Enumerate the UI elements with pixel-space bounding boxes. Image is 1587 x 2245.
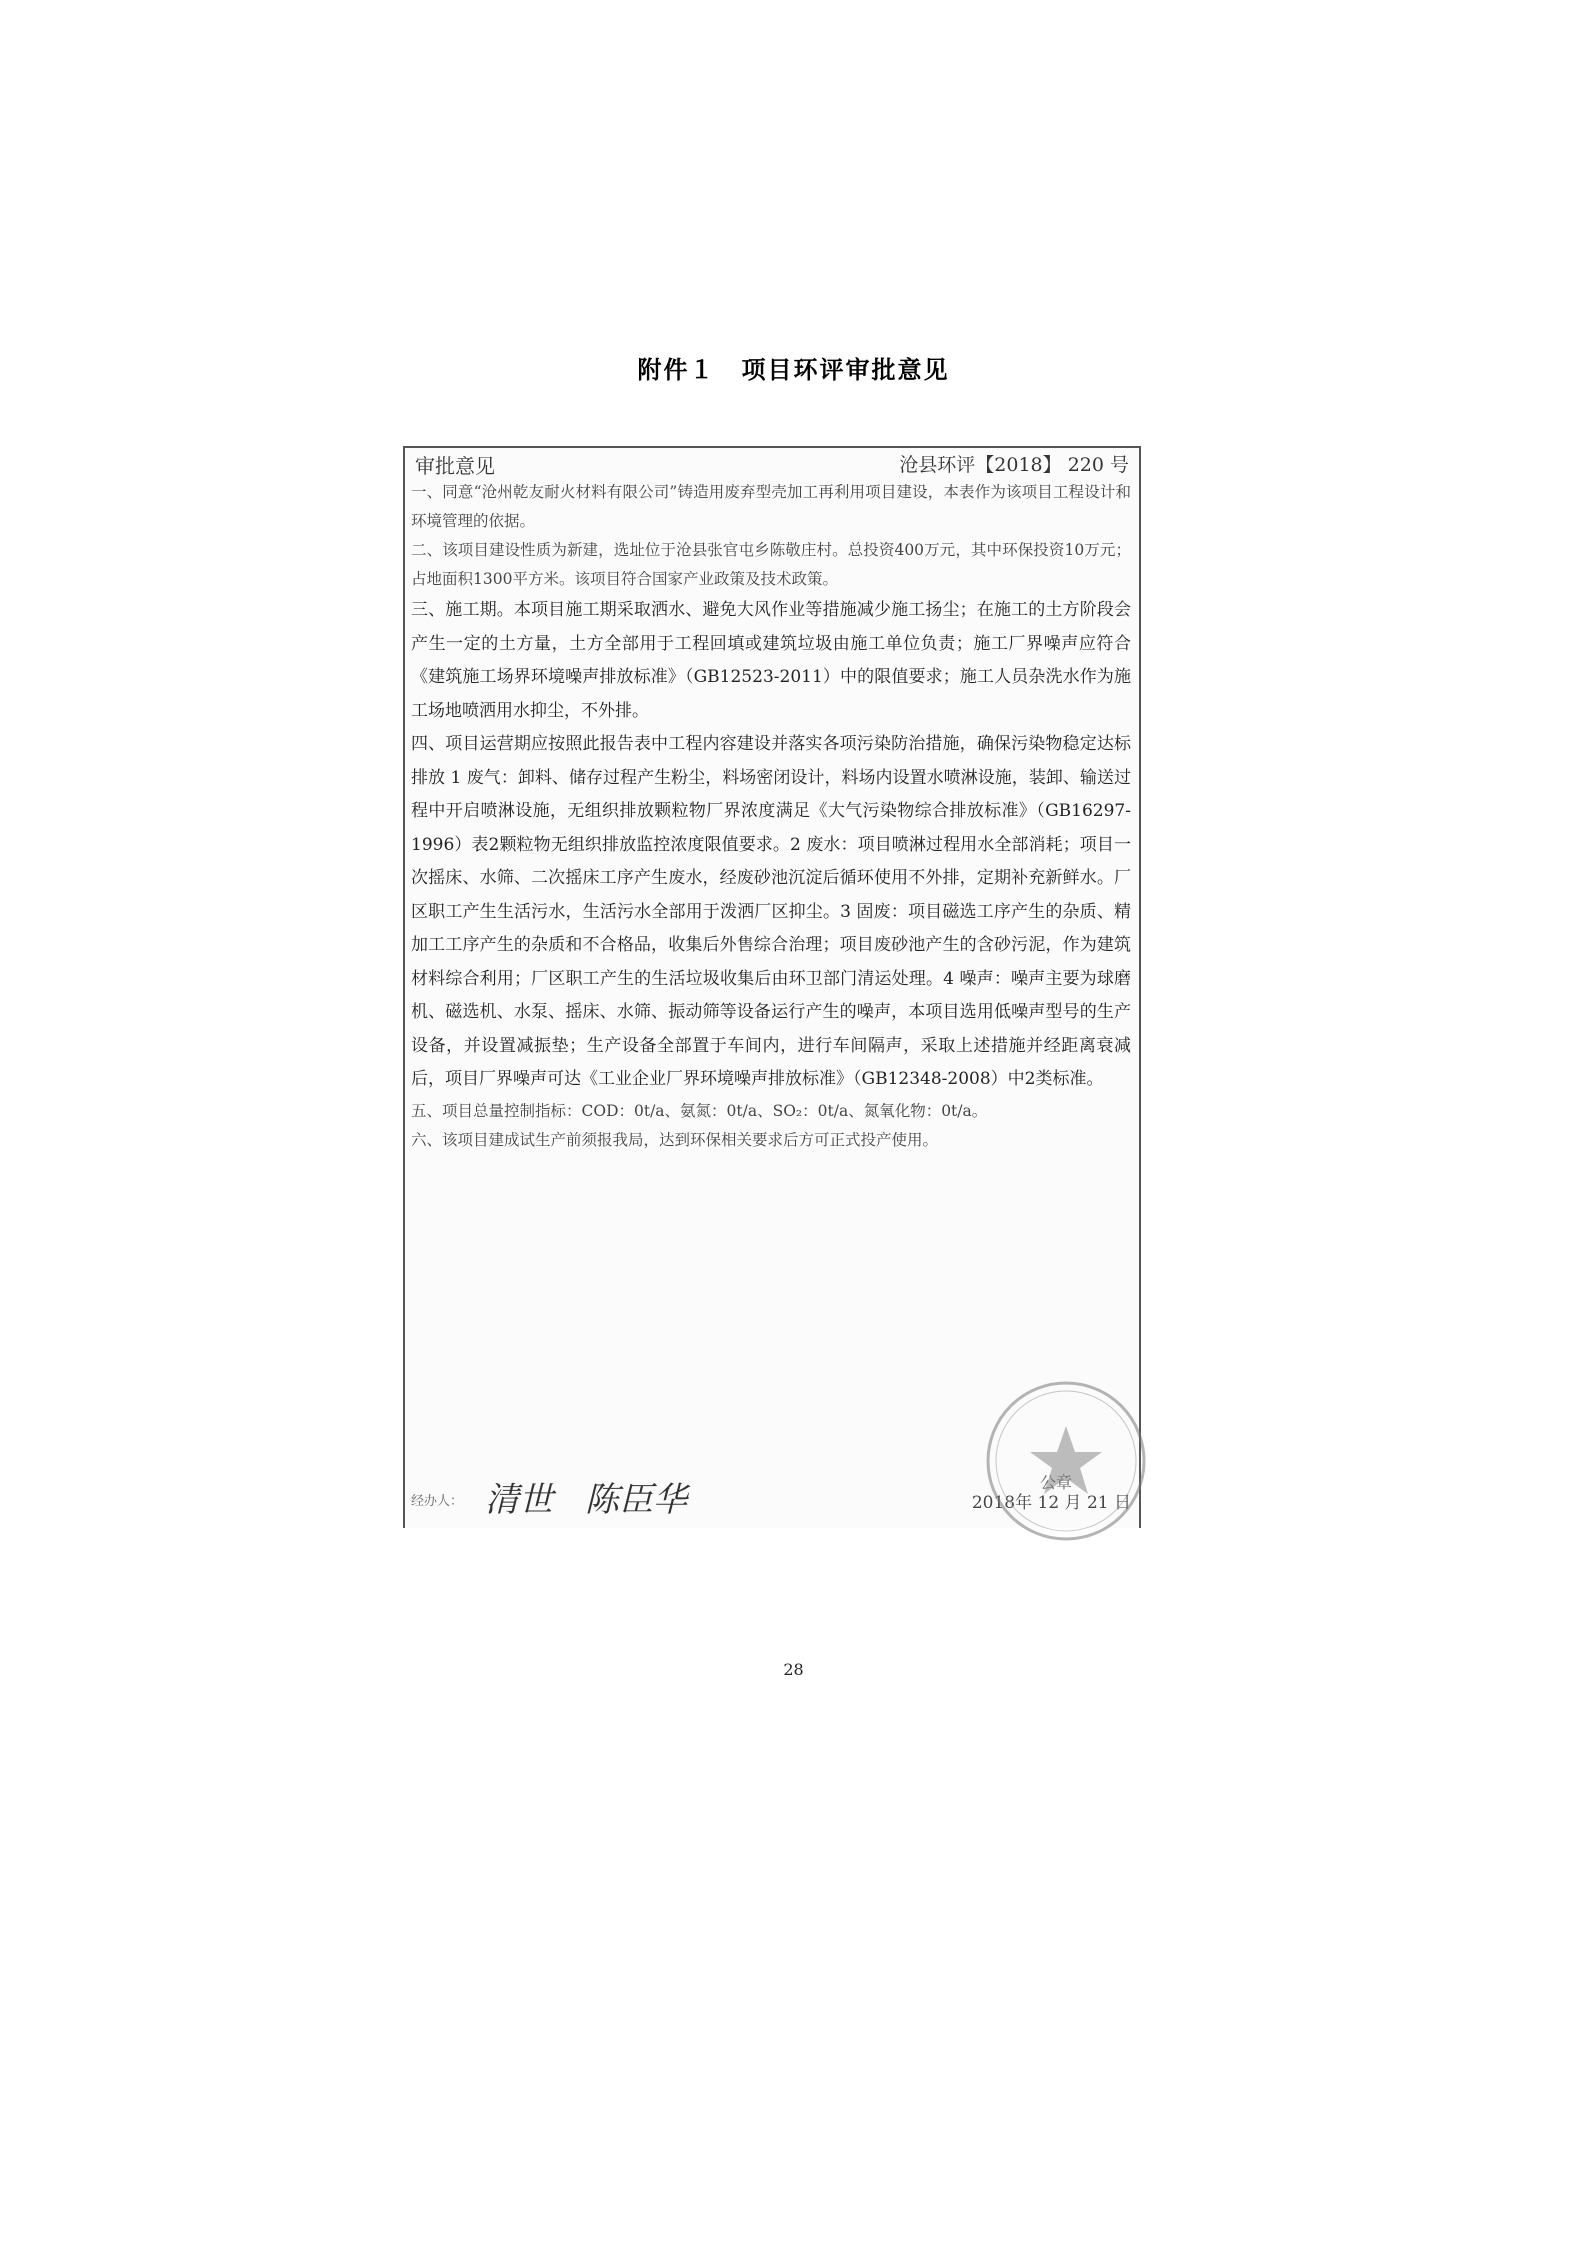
seal-label: 公章 bbox=[1040, 1473, 1073, 1492]
signer-label: 经办人： bbox=[411, 1494, 464, 1509]
signature-2: 陈臣华 bbox=[585, 1480, 687, 1520]
approval-item-5: 五、项目总量控制指标：COD：0t/a、氨氮：0t/a、SO₂：0t/a、氮氧化物：0t/a。 bbox=[411, 1101, 988, 1120]
page-heading: 附件１ 项目环评审批意见 bbox=[637, 356, 950, 384]
approval-item-3: 三、施工期。本项目施工期采取洒水、避免大风作业等措施减少施工扬尘；在施工的土方阶段会产生一定的土方量，土方全部用于工程回填或建筑垃圾由施工单位负责；施工厂界噪声应符合《建筑施工场界环境噪声排放标准》（GB12523-2011）中的限值要求；施工人员杂洗水作为施工场地喷洒用水抑尘，不外排。 bbox=[411, 600, 1131, 721]
official-seal-icon bbox=[983, 1378, 1149, 1544]
page-number: 28 bbox=[783, 1660, 804, 1679]
document-number: 沧县环评【2018】 220 号 bbox=[899, 454, 1129, 476]
approval-form bbox=[403, 446, 1141, 1528]
approval-item-4: 四、项目运营期应按照此报告表中工程内容建设并落实各项污染防治措施，确保污染物稳定达标排放 1 废气：卸料、储存过程产生粉尘，料场密闭设计，料场内设置水喷淋设施，装卸、输送过程中开启喷淋设施，无组织排放颗粒物厂界浓度满足《大气污染物综合排放标准》（GB16297-1996）表2颗粒物无组织排放监控浓度限值要求。2 废水：项目喷淋过程用水全部消耗；项目一次摇床、水筛、二次摇床工序产生废水，经废砂池沉淀后循环使用不外排，定期补充新鲜水。厂区职工产生生活污水，生活污水全部用于泼洒厂区抑尘。3 固废：项目磁选工序产生的杂质、精加工工序产生的杂质和不合格品，收集后外售综合治理；项目废砂池产生的含砂污泥，作为建筑材料综合利用；厂区职工产生的生活垃圾收集后由环卫部门清运处理。4 噪声：噪声主要为球磨机、磁选机、水泵、摇床、水筛、振动筛等设备运行产生的噪声，本项目选用低噪声型号的生产设备，并设置减振垫；生产设备全部置于车间内，进行车间隔声，采取上述措施并经距离衰减后，项目厂界噪声可达《工业企业厂界环境噪声排放标准》（GB12348-2008）中2类标准。 bbox=[411, 734, 1131, 1089]
signature-1: 清世 bbox=[485, 1480, 553, 1520]
form-body bbox=[411, 478, 1131, 1155]
approval-date: 2018年 12 月 21 日 bbox=[971, 1493, 1131, 1513]
approval-item-2: 二、该项目建设性质为新建，选址位于沧县张官屯乡陈敬庄村。总投资400万元，其中环保投资10万元；占地面积1300平方米。该项目符合国家产业政策及技术政策。 bbox=[411, 541, 1131, 588]
approval-item-1: 一、同意“沧州乾友耐火材料有限公司”铸造用废弃型壳加工再利用项目建设，本表作为该项目工程设计和环境管理的依据。 bbox=[411, 483, 1131, 530]
form-title: 审批意见 bbox=[415, 454, 495, 478]
approval-item-6: 六、该项目建成试生产前须报我局，达到环保相关要求后方可正式投产使用。 bbox=[411, 1130, 939, 1149]
